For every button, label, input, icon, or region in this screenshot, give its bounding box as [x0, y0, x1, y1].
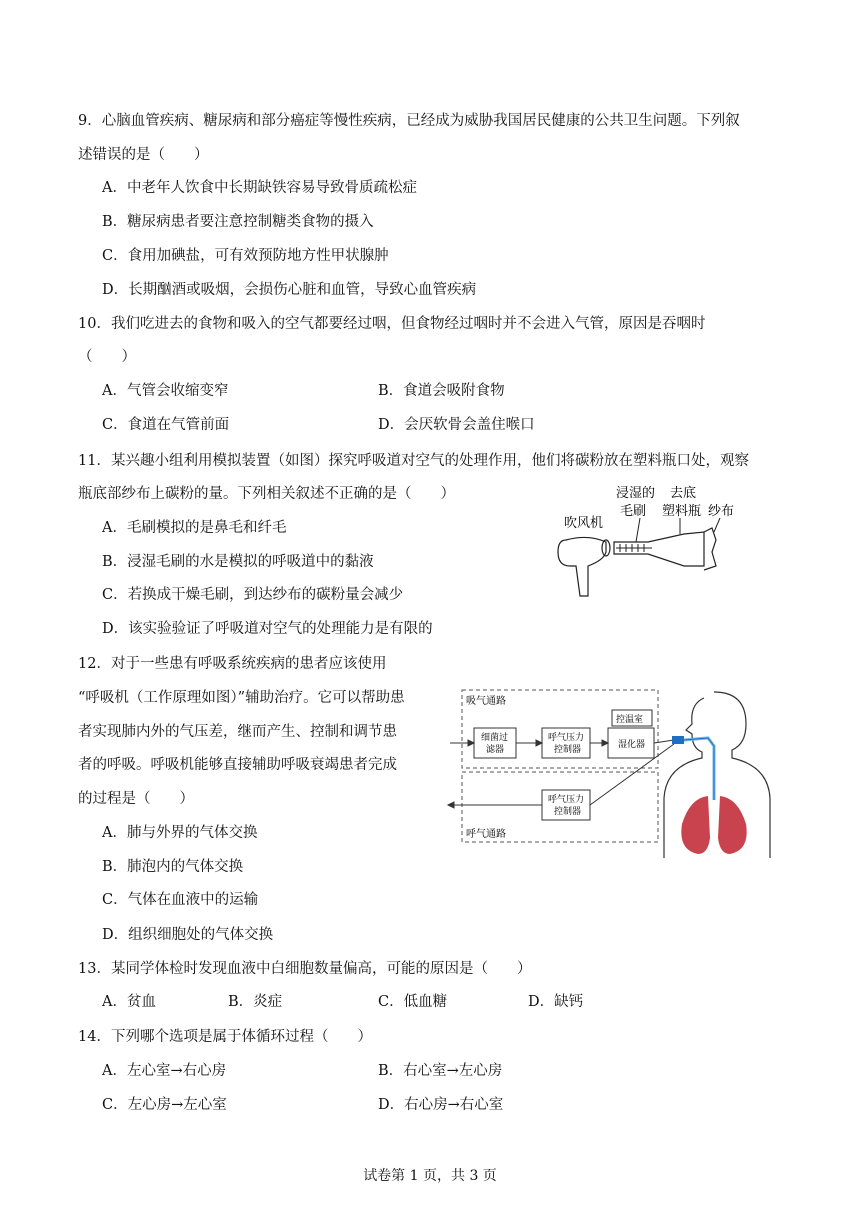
q11-label-brush-1: 浸湿的: [616, 486, 656, 501]
q13-option-d: D．缺钙: [528, 994, 584, 1010]
temperature-label: 控温室: [616, 715, 644, 725]
q11-label-bottle-2: 塑料瓶: [662, 504, 702, 519]
q12-option-a: A．肺与外界的气体交换: [102, 825, 258, 841]
human-upper-body-icon: [664, 692, 770, 858]
exhale-pressure-label-1: 呼气压力: [548, 795, 585, 805]
q13-option-c: C．低血糖: [378, 994, 448, 1010]
q12-option-b: B．肺泡内的气体交换: [102, 859, 244, 875]
filter-label-1: 细菌过: [481, 733, 509, 743]
q11-option-c: C．若换成干燥毛刷，到达纱布的碳粉量会减少: [102, 587, 404, 603]
q10-option-d: D．会厌软骨会盖住喉口: [378, 417, 535, 433]
q9-option-c: C．食用加碘盐，可有效预防地方性甲状腺肿: [102, 248, 389, 264]
q11-option-d: D．该实验验证了呼吸道对空气的处理能力是有限的: [102, 621, 433, 637]
q12-stem-line4: 者的呼吸。呼吸机能够直接辅助呼吸衰竭患者完成: [78, 757, 397, 773]
left-lung-icon: [681, 796, 710, 854]
q10-option-b: B．食道会吸附食物: [378, 383, 505, 399]
q12-option-d: D．组织细胞处的气体交换: [102, 927, 274, 943]
q11-option-a: A．毛刷模拟的是鼻毛和纤毛: [102, 520, 287, 536]
pressure-label-1: 呼气压力: [548, 733, 585, 743]
q13-stem: 13．某同学体检时发现血液中白细胞数量偏高，可能的原因是（ ）: [78, 961, 532, 977]
q11-label-gauze: 纱布: [708, 504, 735, 519]
q12-stem-line1: 12．对于一些患有呼吸系统疾病的患者应该使用: [78, 656, 387, 672]
q11-label-bottle-1: 去底: [670, 486, 697, 501]
q9-option-b: B．糖尿病患者要注意控制糖类食物的摄入: [102, 214, 374, 230]
pressure-label-2: 控制器: [554, 745, 582, 755]
q9-option-d: D．长期酗酒或吸烟，会损伤心脏和血管，导致心血管疾病: [102, 282, 477, 298]
q14-stem: 14．下列哪个选项是属于体循环过程（ ）: [78, 1029, 372, 1045]
q14-option-a: A．左心室→右心房: [102, 1063, 227, 1079]
right-lung-icon: [718, 796, 747, 854]
hair-dryer-icon: [558, 537, 610, 596]
q11-option-b: B．浸湿毛刷的水是模拟的呼吸道中的黏液: [102, 554, 374, 570]
q9-stem-line2: 述错误的是（ ）: [78, 147, 209, 163]
inhale-path-label: 吸气通路: [466, 696, 506, 707]
q11-stem-line2: 瓶底部纱布上碳粉的量。下列相关叙述不正确的是（ ）: [78, 486, 455, 502]
filter-label-2: 滤器: [486, 745, 505, 755]
q12-option-c: C．气体在血液中的运输: [102, 892, 259, 908]
q11-apparatus-figure: [548, 482, 768, 602]
page-footer: 试卷第 1 页，共 3 页: [363, 1168, 497, 1184]
mask-connector: [672, 736, 684, 744]
q10-option-a: A．气管会收缩变窄: [102, 383, 229, 399]
q12-stem-line5: 的过程是（ ）: [78, 791, 194, 807]
q14-option-b: B．右心室→左心房: [378, 1063, 503, 1079]
q9-stem-line1: 9．心脑血管疾病、糖尿病和部分癌症等慢性疾病，已经成为威胁我国居民健康的公共卫生问题。下列叙: [78, 113, 740, 129]
q14-option-d: D．右心房→右心室: [378, 1097, 504, 1113]
exhale-path-label: 呼气通路: [466, 829, 506, 840]
plastic-bottle-icon: [614, 528, 716, 570]
q10-stem-line2: （ ）: [78, 349, 136, 365]
q11-label-brush-2: 毛刷: [620, 504, 647, 519]
q13-option-b: B．炎症: [228, 994, 283, 1010]
q14-option-c: C．左心房→左心室: [102, 1097, 227, 1113]
q10-option-c: C．食道在气管前面: [102, 417, 230, 433]
q13-option-a: A．贫血: [102, 994, 156, 1010]
exhale-pressure-label-2: 控制器: [554, 807, 582, 817]
q12-ventilator-figure: [446, 688, 776, 860]
q11-stem-line1: 11．某兴趣小组利用模拟装置（如图）探究呼吸道对空气的处理作用，他们将碳粉放在塑料瓶口处，观察: [78, 453, 749, 469]
q9-option-a: A．中老年人饮食中长期缺铁容易导致骨质疏松症: [102, 180, 417, 196]
humidifier-label: 湿化器: [618, 740, 646, 750]
q12-stem-line3: 者实现肺内外的气压差，继而产生、控制和调节患: [78, 724, 397, 740]
q10-stem-line1: 10．我们吃进去的食物和吸入的空气都要经过咽，但食物经过咽时并不会进入气管，原因是吞咽时: [78, 316, 706, 332]
q11-label-fan: 吹风机: [564, 516, 604, 531]
q12-stem-line2: “呼吸机（工作原理如图）”辅助治疗。它可以帮助患: [78, 690, 405, 706]
